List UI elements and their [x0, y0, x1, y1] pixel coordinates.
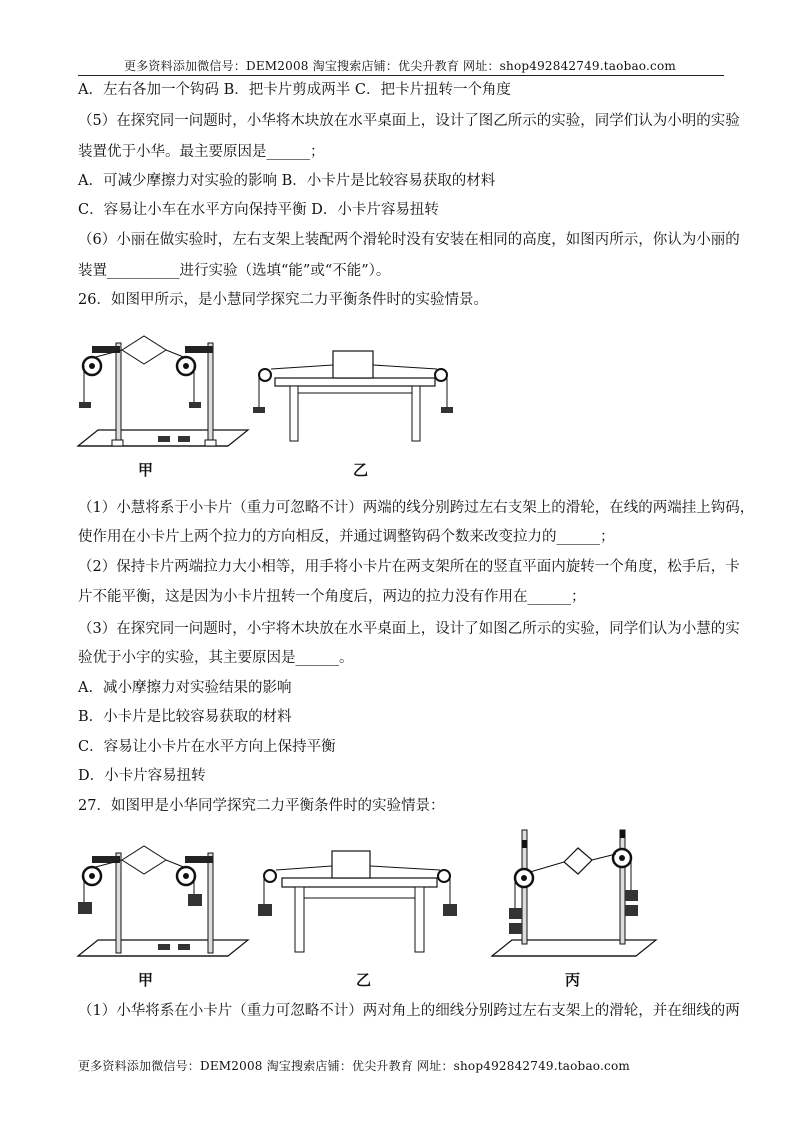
text-line: 片不能平衡，这是因为小卡片扭转一个角度后，两边的拉力没有作用在______； [78, 589, 586, 605]
figure-q26-jia [76, 328, 252, 456]
figure-q26-yi [245, 345, 460, 445]
text-line: D．小卡片容易扭转 [78, 768, 206, 784]
text-line: 装置优于小华。最主要原因是______； [78, 144, 325, 160]
text-line: （6）小丽在做实验时，左右支架上装配两个滑轮时没有安装在相同的高度，如图丙所示，你认为小丽的 [78, 232, 740, 248]
text-line: A．减小摩擦力对实验结果的影响 [78, 680, 292, 696]
text-line: 装置__________进行实验（选填“能”或“不能”）。 [78, 263, 391, 279]
text-line: （1）小慧将系于小卡片（重力可忽略不计）两端的线分别跨过左右支架上的滑轮，在线的两端挂上钩码， [78, 500, 755, 516]
text-line: 26．如图甲所示，是小慧同学探究二力平衡条件时的实验情景。 [78, 292, 488, 308]
text-line: （3）在探究同一问题时，小宇将木块放在水平桌面上，设计了如图乙所示的实验，同学们认为小慧的实 [78, 621, 740, 637]
figure-label: 乙 [353, 461, 369, 479]
text-line: （5）在探究同一问题时，小华将木块放在水平桌面上，设计了图乙所示的实验，同学们认为小明的实验 [78, 113, 740, 129]
text-line: （2）保持卡片两端拉力大小相等，用手将小卡片在两支架所在的竖直平面内旋转一个角度，松手后，卡 [78, 559, 740, 575]
text-line: A．可减少摩擦力对实验的影响 B．小卡片是比较容易获取的材料 [78, 173, 496, 189]
figure-label: 丙 [565, 971, 581, 989]
text-line: B．小卡片是比较容易获取的材料 [78, 709, 292, 725]
text-line: C．容易让小卡片在水平方向上保持平衡 [78, 739, 336, 755]
text-line: A．左右各加一个钩码 B．把卡片剪成两半 C．把卡片扭转一个角度 [78, 82, 511, 98]
figure-q27-jia [76, 838, 252, 966]
header-divider [78, 75, 724, 76]
figure-label: 乙 [356, 971, 372, 989]
figure-label: 甲 [138, 461, 154, 479]
text-line: （1）小华将系在小卡片（重力可忽略不计）两对角上的细线分别跨过左右支架上的滑轮，并在细线的两 [78, 1003, 740, 1019]
figure-q27-yi [250, 848, 465, 958]
page-footer: 更多资料添加微信号：DEM2008 淘宝搜索店铺：优尖升教育 网址：shop492842749.taobao.com [78, 1059, 630, 1073]
text-line: 使作用在小卡片上两个拉力的方向相反，并通过调整钩码个数来改变拉力的______； [78, 529, 615, 545]
figure-q27-bing [490, 826, 660, 966]
page-header: 更多资料添加微信号：DEM2008 淘宝搜索店铺：优尖升教育 网址：shop492842749.taobao.com [124, 59, 676, 73]
text-line: 27．如图甲是小华同学探究二力平衡条件时的实验情景： [78, 798, 445, 814]
figure-label: 甲 [138, 971, 154, 989]
text-line: C．容易让小车在水平方向保持平衡 D．小卡片容易扭转 [78, 202, 439, 218]
text-line: 验优于小宇的实验，其主要原因是______。 [78, 650, 354, 666]
